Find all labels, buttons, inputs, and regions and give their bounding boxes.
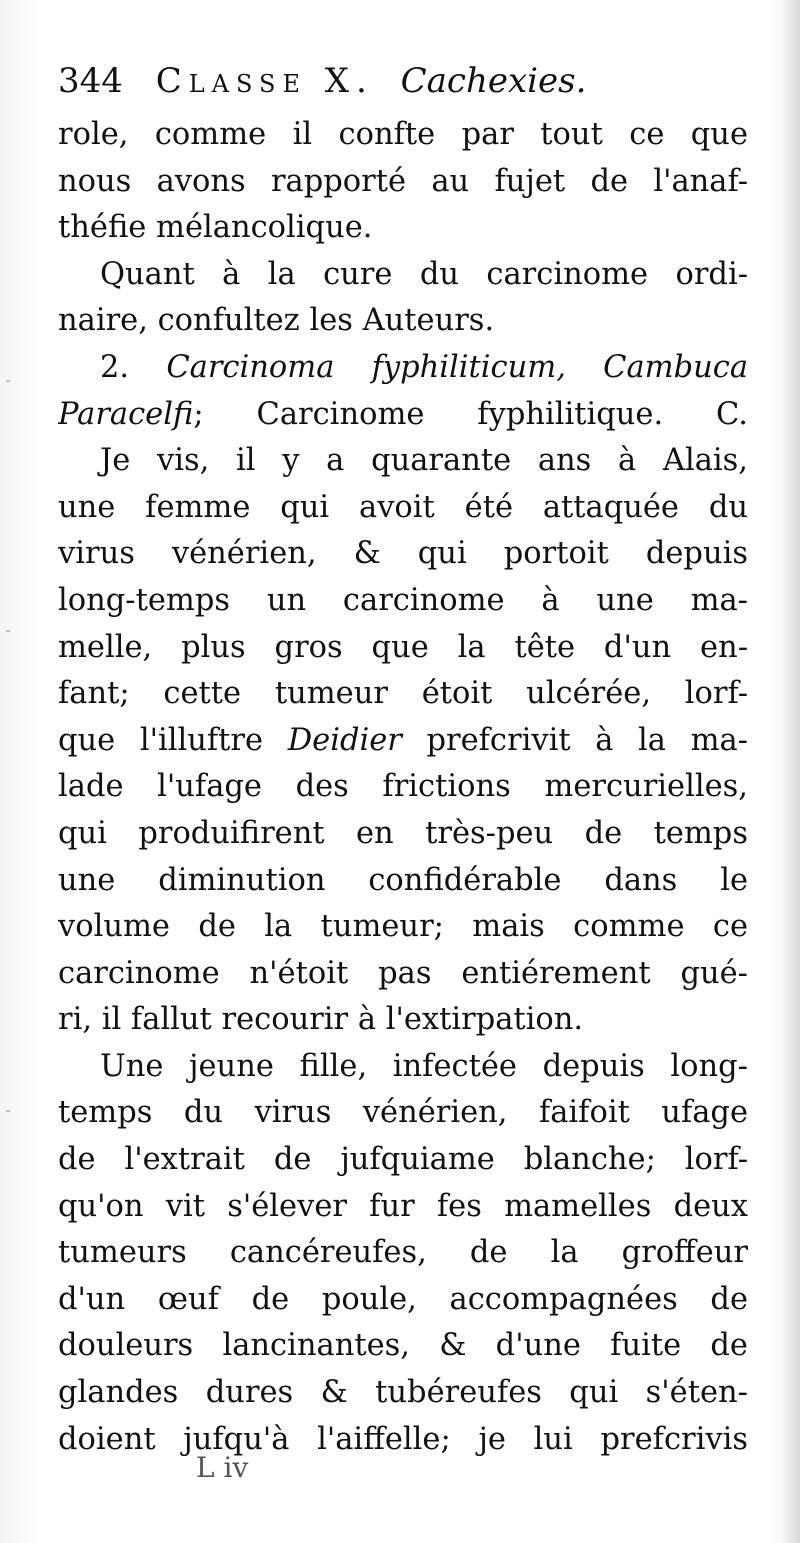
text-line: carcinome n'étoit pas entiérement gué-	[58, 955, 748, 991]
text-line: qu'on vit s'élever fur fes mamelles deux	[58, 1188, 748, 1224]
margin-mark	[6, 630, 10, 632]
text-line: virus vénérien, & qui portoit depuis	[58, 536, 748, 572]
text-line: ri, il fallut recourir à l'extirpation.	[58, 1002, 584, 1038]
text-line: role, comme il confte par tout ce que	[58, 117, 748, 152]
header-runner: Cachexies.	[400, 61, 587, 101]
text-line: Une jeune fille, infectée depuis long-	[100, 1048, 748, 1084]
text-span: que l'illuftre	[58, 722, 288, 758]
text-line: douleurs lancinantes, & d'une fuite de	[58, 1328, 748, 1364]
text-line: doient jufqu'à l'aiffelle; je lui prefcrivis	[58, 1421, 748, 1457]
italic-span: Deidier	[287, 722, 402, 758]
margin-mark	[6, 1110, 10, 1112]
italic-span: Carcinoma fyphiliticum	[166, 349, 557, 385]
text-line: Je vis, il y a quarante ans à Alais,	[100, 443, 748, 479]
text-line: une diminution confidérable dans le	[58, 862, 748, 898]
text-span: prefcrivit à la ma-	[401, 722, 748, 758]
page-edge-shadow	[782, 0, 800, 1543]
text-line: melle, plus gros que la tête d'un en-	[58, 629, 748, 665]
text-line: long-temps un carcinome à une ma-	[58, 582, 748, 618]
text-line: de l'extrait de jufquiame blanche; lorf-	[58, 1142, 748, 1178]
text-span: 2.	[100, 349, 167, 385]
text-line: fant; cette tumeur étoit ulcérée, lorf-	[58, 676, 748, 712]
text-line	[58, 718, 748, 765]
text-span: ; Carcinome fyphilitique. C.	[193, 396, 748, 432]
page-number: 344	[58, 61, 123, 101]
text-line	[58, 345, 748, 392]
text-line: nous avons rapporté au fujet de l'anaf-	[58, 163, 748, 199]
italic-span: , Cambuca	[556, 349, 748, 385]
signature-mark: L iv	[196, 1451, 249, 1484]
text-line: d'un œuf de poule, accompagnées de	[58, 1281, 748, 1317]
text-line: lade l'ufage des frictions mercurielles,	[58, 769, 748, 805]
text-line: volume de la tumeur; mais comme ce	[58, 909, 748, 945]
header-classe: Classe X.	[155, 61, 374, 101]
text-line: glandes dures & tubéreufes qui s'éten-	[58, 1375, 748, 1411]
italic-span: Paracelfi	[58, 396, 194, 432]
margin-mark	[6, 380, 10, 382]
text-line: une femme qui avoit été attaquée du	[58, 489, 748, 525]
text-line	[58, 392, 748, 439]
text-line: qui produifirent en très-peu de temps	[58, 815, 748, 851]
running-header	[58, 56, 748, 106]
text-line: tumeurs cancéreufes, de la groffeur	[58, 1235, 748, 1271]
text-line: Quant à la cure du carcinome ordi-	[100, 256, 748, 292]
text-line: temps du virus vénérien, faifoit ufage	[58, 1095, 748, 1131]
text-line: naire, confultez les Auteurs.	[58, 303, 495, 339]
body-text	[58, 112, 748, 1463]
text-line: théfie mélancolique.	[58, 210, 373, 246]
